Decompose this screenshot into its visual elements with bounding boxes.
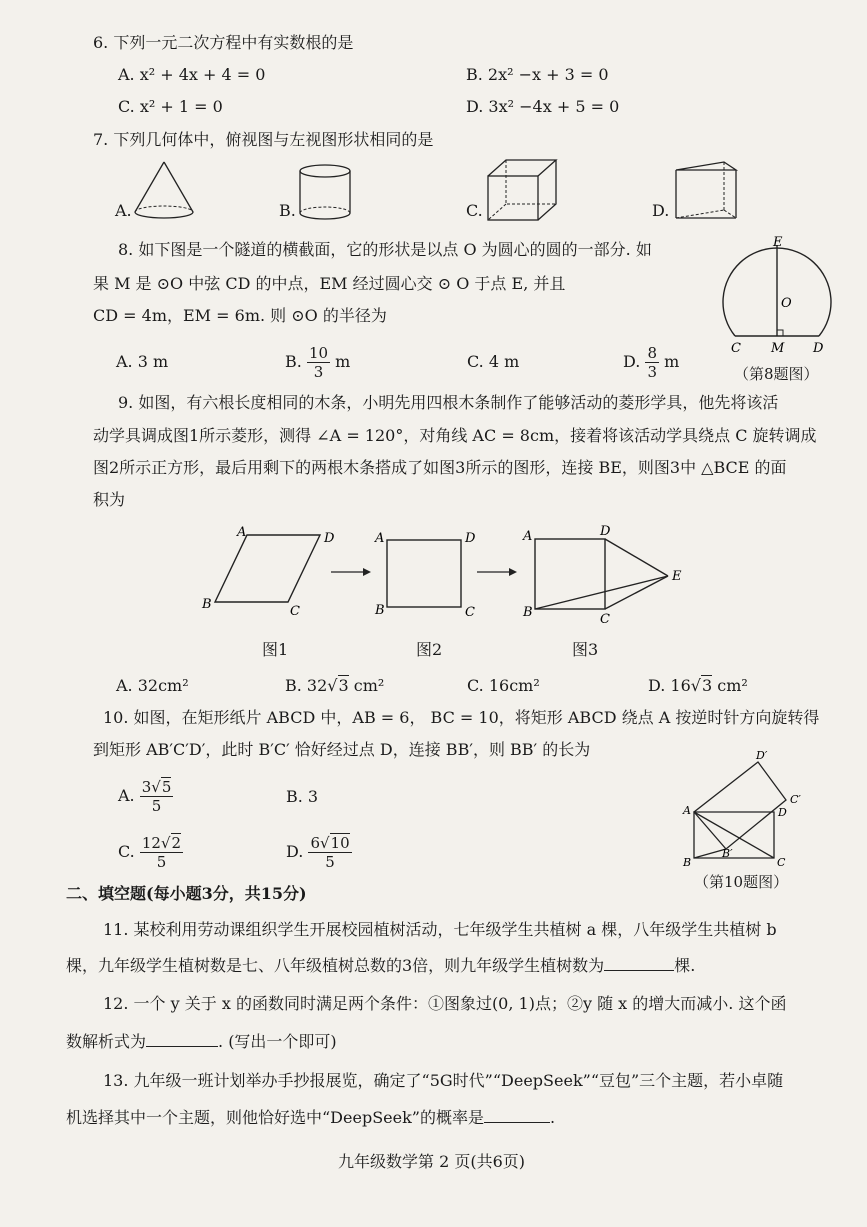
cylinder-figure — [298, 163, 352, 223]
q9-line4: 积为 — [93, 490, 126, 509]
q8-option-d-fraction: $\frac{8}{3}$ — [647, 344, 657, 381]
tunnel-label-e: E — [773, 235, 783, 250]
q7-option-a: A. — [115, 201, 132, 220]
svg-text:C′: C′ — [790, 793, 801, 806]
svg-text:D: D — [465, 531, 476, 546]
q6-option-c: C. x² + 1 = 0 — [118, 97, 223, 116]
q12-answer-blank[interactable] — [146, 1032, 218, 1047]
svg-text:B: B — [683, 856, 692, 869]
svg-text:D′: D′ — [756, 749, 768, 762]
tunnel-label-m: M — [771, 341, 785, 356]
q11-answer-blank[interactable] — [604, 956, 674, 971]
prism-figure — [674, 160, 738, 222]
svg-text:D: D — [324, 531, 335, 546]
svg-text:C: C — [600, 612, 610, 627]
svg-text:D: D — [778, 806, 787, 819]
q7-option-c: C. — [466, 201, 483, 220]
q8-line2: 果 M 是 ⊙O 中弦 CD 的中点，EM 经过圆心交 ⊙ O 于点 E, 并且 — [93, 274, 566, 293]
q8-option-d-prefix: D. — [623, 352, 641, 371]
q9-option-d: D. 16√3 cm² — [648, 676, 748, 695]
q8-option-c: C. 4 m — [467, 352, 520, 371]
q9-fig2-caption: 图2 — [416, 640, 443, 659]
q8-line3: CD = 4m，EM = 6m. 则 ⊙O 的半径为 — [93, 306, 387, 325]
q8-line1: 8. 如下图是一个隧道的横截面，它的形状是以点 O 为圆心的圆的一部分. 如 — [118, 240, 652, 259]
q9-option-a: A. 32cm² — [116, 676, 189, 695]
svg-text:E: E — [672, 569, 682, 584]
svg-text:A: A — [683, 804, 691, 817]
q9-figures — [195, 520, 695, 640]
svg-text:B: B — [202, 597, 212, 612]
svg-text:B′: B′ — [722, 847, 733, 860]
q10-figure — [680, 748, 810, 870]
q9-fig3-caption: 图3 — [572, 640, 599, 659]
q10-line1: 10. 如图，在矩形纸片 ABCD 中，AB = 6， BC = 10，将矩形 ABCD 绕点 A 按逆时针方向旋转得 — [103, 708, 820, 727]
tunnel-label-d: D — [813, 341, 824, 356]
q8-option-b-fraction: $\frac{10}{3}$ — [308, 344, 329, 381]
q9-option-b: B. 32√3 cm² — [285, 676, 385, 695]
q7-stem: 7. 下列几何体中，俯视图与左视图形状相同的是 — [93, 130, 434, 149]
tunnel-label-o: O — [781, 296, 792, 311]
q9-line3: 图2所示正方形，最后用剩下的两根木条搭成了如图3所示的图形，连接 BE，则图3中 △BCE 的面 — [93, 458, 787, 477]
q10-line2: 到矩形 AB′C′D′，此时 B′C′ 恰好经过点 D，连接 BB′，则 BB′ 的长为 — [93, 740, 591, 759]
q8-caption: （第8题图） — [734, 365, 819, 383]
q12-line2: 数解析式为 . (写出一个即可) — [66, 1032, 337, 1051]
q7-option-d: D. — [652, 201, 670, 220]
q11-line2: 棵，九年级学生植树数是七、八年级植树总数的3倍，则九年级学生植树数为 棵. — [66, 956, 696, 975]
q10-option-a: A. $\frac{3√5}{5}$ — [118, 778, 172, 815]
q10-caption: （第10题图） — [694, 873, 789, 891]
q13-answer-blank[interactable] — [484, 1108, 550, 1123]
q8-option-d — [623, 340, 679, 384]
q11-line1: 11. 某校利用劳动课组织学生开展校园植树活动，七年级学生共植树 a 棵，八年级学生共植树 b — [103, 920, 777, 939]
section2-title: 二、填空题(每小题3分，共15分) — [66, 884, 307, 903]
tunnel-figure — [722, 232, 832, 362]
q10-option-b: B. 3 — [286, 787, 319, 806]
q13-line1: 13. 九年级一班计划举办手抄报展览，确定了“5G时代”“DeepSeek”“豆包”三个主题，若小卓随 — [103, 1071, 784, 1090]
svg-text:A: A — [375, 531, 385, 546]
q9-line2: 动学具调成图1所示菱形，测得 ∠A = 120°，对角线 AC = 8cm，接着将该活动学具绕点 C 旋转调成 — [93, 426, 817, 445]
tunnel-label-c: C — [731, 341, 741, 356]
q9-option-c: C. 16cm² — [467, 676, 540, 695]
svg-text:D: D — [600, 524, 611, 539]
svg-text:C: C — [777, 856, 786, 869]
svg-text:C: C — [290, 604, 300, 619]
svg-text:A: A — [237, 525, 247, 540]
q6-option-b: B. 2x² −x + 3 = 0 — [466, 65, 609, 84]
svg-text:A: A — [523, 529, 533, 544]
q8-option-b — [285, 340, 350, 384]
cone-figure — [132, 160, 196, 222]
q8-option-a: A. 3 m — [116, 352, 169, 371]
q7-option-b: B. — [279, 201, 296, 220]
q6-option-a: A. x² + 4x + 4 = 0 — [118, 65, 266, 84]
page-footer: 九年级数学第 2 页(共6页) — [338, 1152, 526, 1171]
q8-option-b-prefix: B. — [285, 352, 302, 371]
q9-fig1-caption: 图1 — [262, 640, 289, 659]
q10-option-c: C. $\frac{12√2}{5}$ — [118, 834, 182, 871]
q6-option-d: D. 3x² −4x + 5 = 0 — [466, 97, 620, 116]
svg-text:B: B — [375, 603, 385, 618]
q13-line2: 机选择其中一个主题，则他恰好选中“DeepSeek”的概率是 . — [66, 1108, 556, 1127]
q6-stem: 6. 下列一元二次方程中有实数根的是 — [93, 33, 354, 52]
q9-line1: 9. 如图，有六根长度相同的木条，小明先用四根木条制作了能够活动的菱形学具，他先将该活 — [118, 393, 779, 412]
q8-option-b-unit: m — [335, 352, 351, 371]
svg-text:C: C — [465, 605, 475, 620]
cube-figure — [486, 158, 558, 222]
q8-option-d-unit: m — [664, 352, 680, 371]
q12-line1: 12. 一个 y 关于 x 的函数同时满足两个条件：①图象过(0, 1)点；②y 随 x 的增大而减小. 这个函 — [103, 994, 787, 1013]
svg-text:B: B — [523, 605, 533, 620]
q10-option-d: D. $\frac{6√10}{5}$ — [286, 834, 350, 871]
